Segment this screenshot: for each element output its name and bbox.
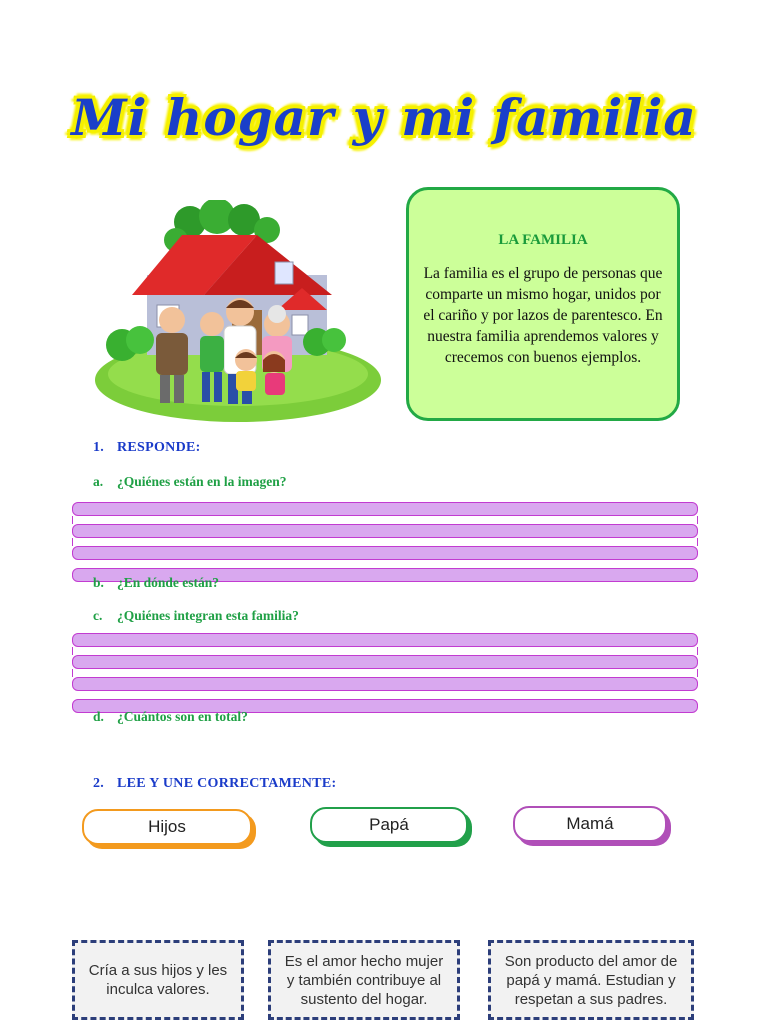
answer-lines-a[interactable]	[72, 502, 698, 582]
definition-box-2[interactable]: Es el amor hecho mujer y también contribuye al sustento del hogar.	[268, 940, 460, 1020]
question-a-text: ¿Quiénes están en la imagen?	[117, 474, 287, 489]
question-d-text: ¿Cuántos son en total?	[117, 709, 248, 724]
definition-box-1[interactable]: Cría a sus hijos y les inculca valores.	[72, 940, 244, 1020]
section-2-title: LEE Y UNE CORRECTAMENTE:	[117, 776, 337, 791]
section-1-title: RESPONDE:	[117, 440, 201, 455]
section-1-heading	[93, 440, 201, 456]
family-definition-box	[406, 187, 680, 421]
section-2-heading	[93, 776, 336, 792]
family-heading: LA FAMILIA	[498, 232, 588, 248]
section-2-number: 2.	[93, 776, 105, 791]
word-hijos[interactable]: Hijos	[82, 809, 252, 845]
answer-lines-c[interactable]	[72, 633, 698, 713]
question-a	[93, 474, 287, 490]
page-title: Mi hogar y mi familia	[71, 88, 697, 147]
question-b-letter: b.	[93, 575, 104, 590]
question-c-letter: c.	[93, 608, 103, 623]
word-papa[interactable]: Papá	[310, 807, 468, 843]
word-mama[interactable]: Mamá	[513, 806, 667, 842]
question-c-text: ¿Quiénes integran esta familia?	[117, 608, 299, 623]
question-c	[93, 608, 299, 624]
question-b-text: ¿En dónde están?	[117, 575, 220, 590]
question-d	[93, 709, 248, 725]
question-d-letter: d.	[93, 709, 104, 724]
section-1-number: 1.	[93, 440, 105, 455]
definition-box-3[interactable]: Son producto del amor de papá y mamá. Estudian y respetan a sus padres.	[488, 940, 694, 1020]
question-a-letter: a.	[93, 474, 104, 489]
family-house-illustration	[92, 200, 384, 425]
question-b	[93, 575, 219, 591]
family-definition-text: La familia es el grupo de personas que comparte un mismo hogar, unidos por el cariño y por lazos de parentesco. En nuestra familia aprendemos valores y crecemos con buenos ejemplos.	[423, 265, 663, 366]
